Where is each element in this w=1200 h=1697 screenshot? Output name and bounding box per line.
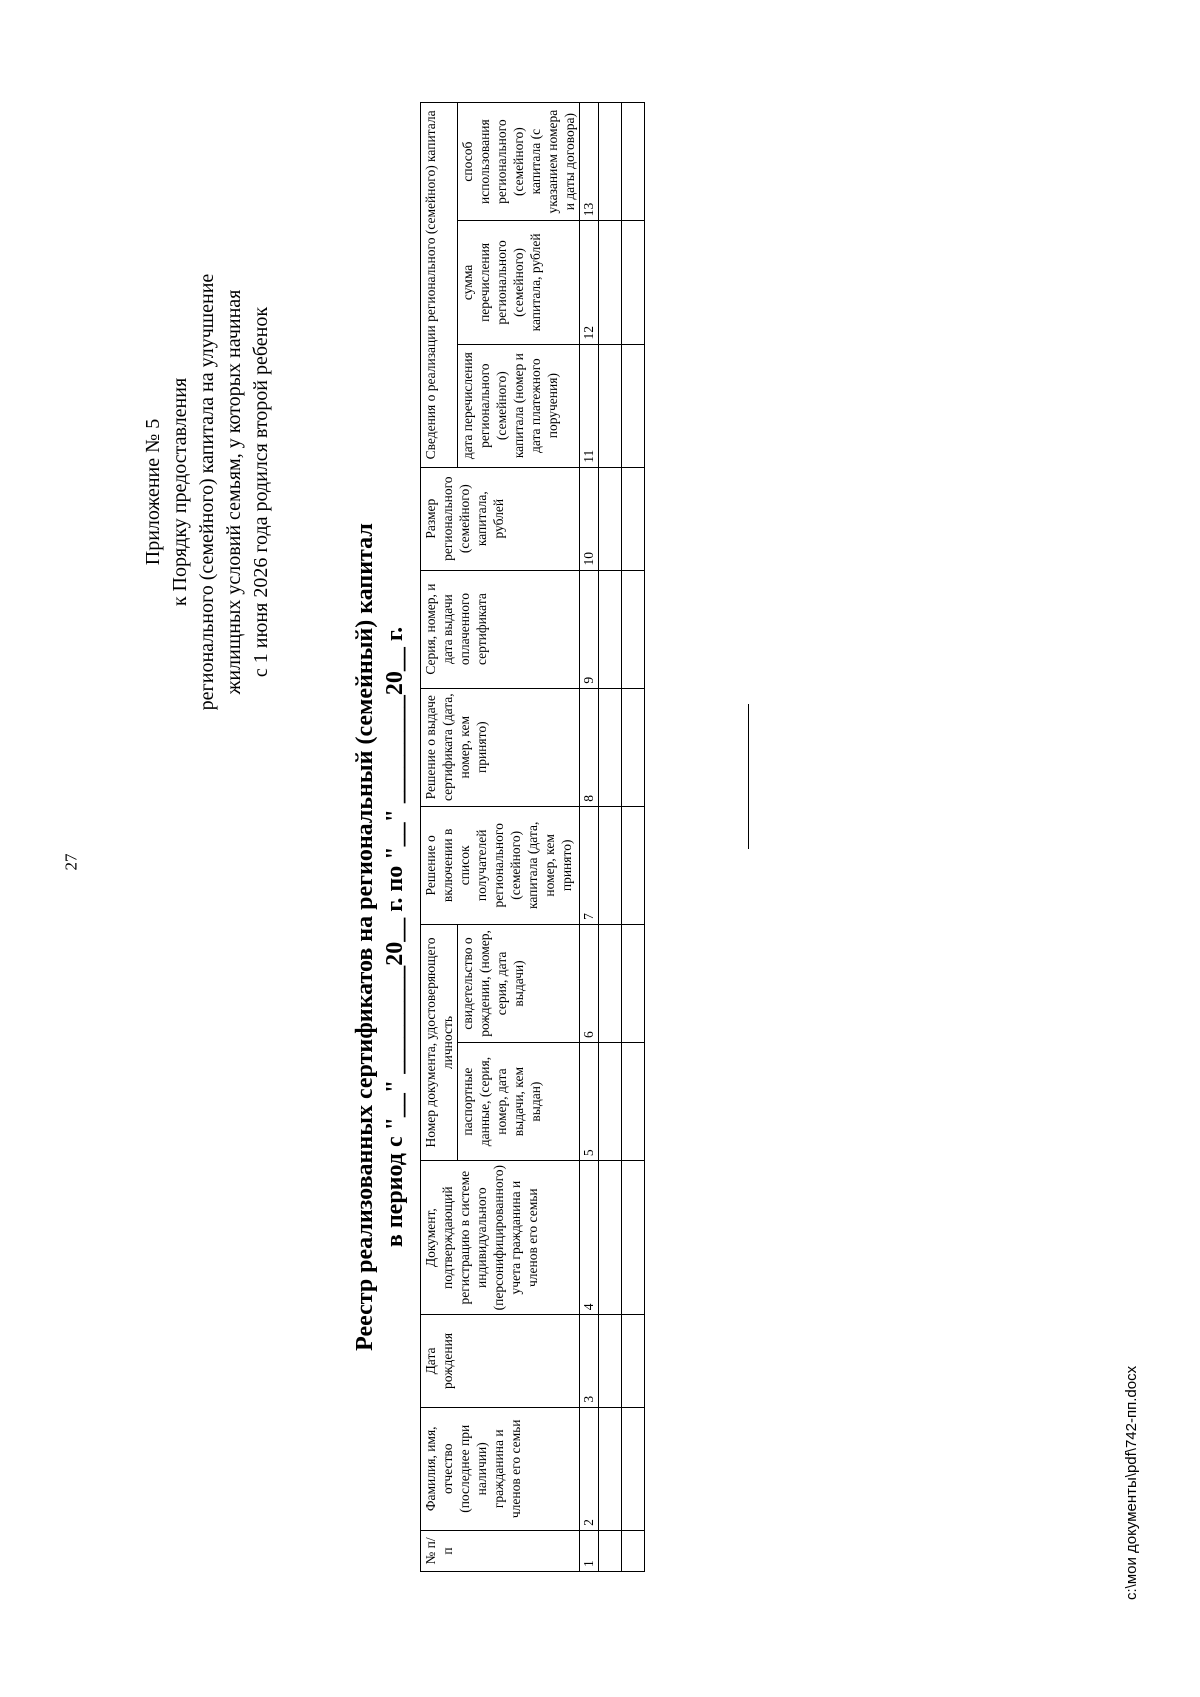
header-cell: Фамилия, имя, отчество (последнее при наличии) гражданина и членов его семьи: [421, 1407, 580, 1530]
appendix-line: Приложение № 5: [142, 418, 164, 566]
appendix-line: с 1 июня 2026 года родился второй ребенок: [250, 306, 272, 678]
table-cell: [599, 570, 622, 688]
header-cell: Решение о выдаче сертификата (дата, номер, кем принято): [421, 688, 580, 806]
table-cell: [622, 103, 645, 221]
title-period-line: в период с "__" _________20__ г. по "__" _________20__ г.: [382, 626, 408, 1248]
table-cell: [622, 1530, 645, 1571]
column-number: 9: [580, 570, 599, 688]
appendix-line: регионального (семейного) капитала на улучшение: [196, 273, 218, 711]
table-cell: [599, 1315, 622, 1407]
table-cell: [599, 344, 622, 467]
table-cell: [622, 344, 645, 467]
table-cell: [622, 467, 645, 570]
header-cell: № п/п: [421, 1530, 580, 1571]
appendix-heading: [140, 257, 275, 727]
header-cell: Серия, номер, и дата выдачи оплаченного сертификата: [421, 570, 580, 688]
header-cell: Решение о включении в список получателей регионального (семейного) капитала (дата, номер, кем принято): [421, 806, 580, 924]
table-cell: [622, 1315, 645, 1407]
header-group-cell: Номер документа, удостоверяющего личность: [421, 924, 458, 1160]
header-cell: Размер регионального (семейного) капитала, рублей: [421, 467, 580, 570]
table-cell: [599, 1407, 622, 1530]
column-number: 3: [580, 1315, 599, 1407]
table-cell: [599, 1530, 622, 1571]
column-number: 13: [580, 103, 599, 221]
document-title: [350, 347, 410, 1527]
column-number: 1: [580, 1530, 599, 1571]
appendix-line: к Порядку предоставления: [169, 377, 191, 607]
table-cell: [622, 688, 645, 806]
table-row: [622, 103, 645, 1572]
header-cell: Дата рождения: [421, 1315, 580, 1407]
header-cell: сумма перечисления регионального (семейного) капитала, рублей: [458, 221, 580, 344]
column-number: 5: [580, 1043, 599, 1161]
table-cell: [622, 570, 645, 688]
table-cell: [599, 924, 622, 1042]
column-number: 11: [580, 344, 599, 467]
table-cell: [599, 221, 622, 344]
table-cell: [599, 103, 622, 221]
column-number-row: [580, 103, 599, 1572]
table-cell: [622, 806, 645, 924]
appendix-line: жилищных условий семьям, у которых начиная: [223, 289, 245, 695]
table-cell: [599, 467, 622, 570]
table-cell: [622, 1407, 645, 1530]
column-number: 10: [580, 467, 599, 570]
column-number: 12: [580, 221, 599, 344]
title-line: Реестр реализованных сертификатов на региональный (семейный) капитал: [352, 523, 378, 1351]
table-cell: [599, 688, 622, 806]
table-cell: [622, 221, 645, 344]
header-group-cell: Сведения о реализации регионального (семейного) капитала: [421, 103, 458, 468]
table-cell: [599, 1043, 622, 1161]
header-cell: паспортные данные, (серия, номер, дата выдачи, кем выдан): [458, 1043, 580, 1161]
table-header-row: [421, 103, 458, 1572]
table-cell: [599, 1161, 622, 1315]
column-number: 8: [580, 688, 599, 806]
column-number: 4: [580, 1161, 599, 1315]
table-cell: [622, 924, 645, 1042]
registry-table: [420, 102, 645, 1572]
table-cell: [622, 1043, 645, 1161]
header-cell: дата перечисления регионального (семейного) капитала (номер и дата платежного поручения): [458, 344, 580, 467]
header-cell: свидетельство о рождении, (номер, серия, дата выдачи): [458, 924, 580, 1042]
column-number: 6: [580, 924, 599, 1042]
column-number: 2: [580, 1407, 599, 1530]
table-cell: [622, 1161, 645, 1315]
footer-file-path: c:\мои документы\pdf\742-пп.docx: [1123, 1365, 1140, 1600]
header-cell: Документ, подтверждающий регистрацию в системе индивидуального (персонифицированного) учета гражданина и членов его семьи: [421, 1161, 580, 1315]
end-separator-line: [748, 704, 749, 849]
table-cell: [599, 806, 622, 924]
table-row: [599, 103, 622, 1572]
page-number: 27: [61, 853, 81, 871]
column-number: 7: [580, 806, 599, 924]
header-cell: способ использования регионального (семейного) капитала (с указанием номера и даты договора): [458, 103, 580, 221]
